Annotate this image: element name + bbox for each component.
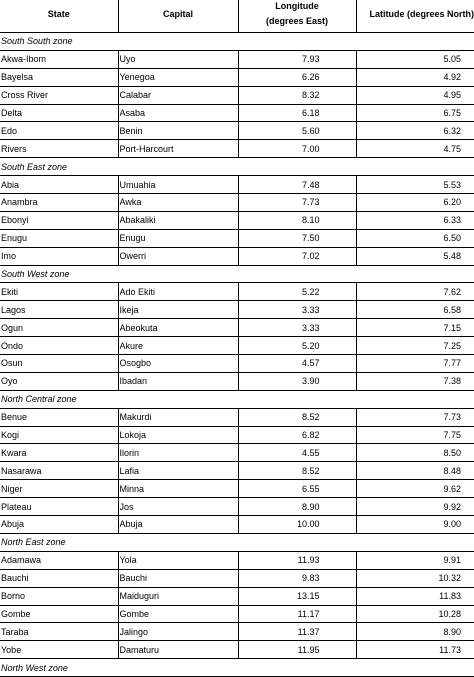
state-cell: Plateau: [0, 498, 118, 516]
longitude-cell: 3.33: [238, 301, 356, 319]
table-row: [0, 247, 474, 265]
header-row: [0, 0, 474, 33]
longitude-cell: 7.73: [238, 194, 356, 212]
state-cell: Ebonyi: [0, 211, 118, 229]
capital-cell: Uyo: [118, 50, 238, 68]
longitude-cell: 13.15: [238, 587, 356, 605]
table-row: [0, 372, 474, 390]
capital-cell: Yola: [118, 551, 238, 569]
table-row: [0, 211, 474, 229]
table-row: [0, 641, 474, 659]
zone-row: [0, 158, 474, 176]
state-cell: Anambra: [0, 194, 118, 212]
longitude-cell: 9.83: [238, 569, 356, 587]
table-row: [0, 408, 474, 426]
state-cell: Bayelsa: [0, 68, 118, 86]
table-body: [0, 33, 474, 677]
longitude-cell: 8.52: [238, 408, 356, 426]
state-cell: Cross River: [0, 86, 118, 104]
latitude-cell: 7.77: [356, 355, 474, 373]
longitude-cell: 11.93: [238, 551, 356, 569]
header-longitude-line2: (degrees East): [265, 16, 329, 26]
zone-row: [0, 390, 474, 408]
table-row: [0, 605, 474, 623]
capital-cell: Jos: [118, 498, 238, 516]
state-cell: Lagos: [0, 301, 118, 319]
longitude-cell: 11.95: [238, 641, 356, 659]
latitude-cell: 6.32: [356, 122, 474, 140]
header-state: State: [0, 0, 118, 33]
state-cell: Ondo: [0, 337, 118, 355]
header-longitude-line1: Longitude: [275, 1, 319, 11]
state-cell: Niger: [0, 480, 118, 498]
longitude-cell: 5.60: [238, 122, 356, 140]
capital-cell: Asaba: [118, 104, 238, 122]
table-row: [0, 426, 474, 444]
table-row: [0, 86, 474, 104]
table-row: [0, 337, 474, 355]
state-cell: Delta: [0, 104, 118, 122]
table-row: [0, 122, 474, 140]
longitude-cell: 8.52: [238, 462, 356, 480]
zone-row: [0, 33, 474, 51]
header-latitude: Latitude (degrees North): [356, 0, 474, 33]
state-cell: Ekiti: [0, 283, 118, 301]
latitude-cell: 7.62: [356, 283, 474, 301]
state-cell: Osun: [0, 355, 118, 373]
state-cell: Ogun: [0, 319, 118, 337]
state-cell: Abia: [0, 176, 118, 194]
table-row: [0, 176, 474, 194]
zone-label: North East zone: [0, 533, 474, 551]
longitude-cell: 8.90: [238, 498, 356, 516]
capital-cell: Abakaliki: [118, 211, 238, 229]
latitude-cell: 10.32: [356, 569, 474, 587]
zone-label: South East zone: [0, 158, 474, 176]
table-row: [0, 140, 474, 158]
header-capital: Capital: [118, 0, 238, 33]
table-row: [0, 68, 474, 86]
longitude-cell: 5.22: [238, 283, 356, 301]
table-row: [0, 283, 474, 301]
latitude-cell: 7.25: [356, 337, 474, 355]
state-cell: Imo: [0, 247, 118, 265]
zone-label: South West zone: [0, 265, 474, 283]
longitude-cell: 8.32: [238, 86, 356, 104]
state-cell: Bauchi: [0, 569, 118, 587]
table-row: [0, 301, 474, 319]
state-cell: Edo: [0, 122, 118, 140]
state-cell: Enugu: [0, 229, 118, 247]
capital-cell: Minna: [118, 480, 238, 498]
longitude-cell: 11.37: [238, 623, 356, 641]
latitude-cell: 8.90: [356, 623, 474, 641]
latitude-cell: 11.83: [356, 587, 474, 605]
capital-cell: Port-Harcourt: [118, 140, 238, 158]
zone-row: [0, 659, 474, 677]
table-row: [0, 194, 474, 212]
capital-cell: Jalingo: [118, 623, 238, 641]
latitude-cell: 4.92: [356, 68, 474, 86]
table-row: [0, 50, 474, 68]
capital-cell: Damaturu: [118, 641, 238, 659]
latitude-cell: 4.75: [356, 140, 474, 158]
latitude-cell: 9.62: [356, 480, 474, 498]
state-cell: Kogi: [0, 426, 118, 444]
table-row: [0, 104, 474, 122]
latitude-cell: 8.48: [356, 462, 474, 480]
longitude-cell: 6.26: [238, 68, 356, 86]
longitude-cell: 8.10: [238, 211, 356, 229]
longitude-cell: 3.33: [238, 319, 356, 337]
table-row: [0, 551, 474, 569]
latitude-cell: 6.75: [356, 104, 474, 122]
capital-cell: Awka: [118, 194, 238, 212]
latitude-cell: 4.95: [356, 86, 474, 104]
header-longitude: [238, 0, 356, 33]
table-row: [0, 480, 474, 498]
latitude-cell: 6.33: [356, 211, 474, 229]
latitude-cell: 6.50: [356, 229, 474, 247]
capital-cell: Ilorin: [118, 444, 238, 462]
capital-cell: Ikeja: [118, 301, 238, 319]
state-cell: Taraba: [0, 623, 118, 641]
capital-cell: Gombe: [118, 605, 238, 623]
latitude-cell: 9.92: [356, 498, 474, 516]
longitude-cell: 6.18: [238, 104, 356, 122]
capital-cell: Ado Ekiti: [118, 283, 238, 301]
capital-cell: Lokoja: [118, 426, 238, 444]
capital-cell: Osogbo: [118, 355, 238, 373]
longitude-cell: 5.20: [238, 337, 356, 355]
latitude-cell: 6.20: [356, 194, 474, 212]
table-row: [0, 587, 474, 605]
latitude-cell: 5.53: [356, 176, 474, 194]
capital-cell: Enugu: [118, 229, 238, 247]
state-cell: Rivers: [0, 140, 118, 158]
zone-row: [0, 533, 474, 551]
longitude-cell: 6.82: [238, 426, 356, 444]
zone-row: [0, 265, 474, 283]
table-row: [0, 319, 474, 337]
latitude-cell: 5.48: [356, 247, 474, 265]
capital-cell: Calabar: [118, 86, 238, 104]
longitude-cell: 6.55: [238, 480, 356, 498]
latitude-cell: 9.91: [356, 551, 474, 569]
latitude-cell: 10.28: [356, 605, 474, 623]
state-cell: Oyo: [0, 372, 118, 390]
zone-label: North Central zone: [0, 390, 474, 408]
capital-cell: Umuahia: [118, 176, 238, 194]
zone-label: North West zone: [0, 659, 474, 677]
table-row: [0, 569, 474, 587]
capital-cell: Owerri: [118, 247, 238, 265]
state-cell: Akwa-Ibom: [0, 50, 118, 68]
latitude-cell: 5.05: [356, 50, 474, 68]
latitude-cell: 7.75: [356, 426, 474, 444]
longitude-cell: 7.00: [238, 140, 356, 158]
latitude-cell: 11.73: [356, 641, 474, 659]
capital-cell: Lafia: [118, 462, 238, 480]
longitude-cell: 3.90: [238, 372, 356, 390]
longitude-cell: 7.50: [238, 229, 356, 247]
state-cell: Adamawa: [0, 551, 118, 569]
capital-cell: Maiduguri: [118, 587, 238, 605]
table-row: [0, 623, 474, 641]
capital-cell: Yenegoa: [118, 68, 238, 86]
latitude-cell: 7.15: [356, 319, 474, 337]
state-cell: Yobe: [0, 641, 118, 659]
longitude-cell: 10.00: [238, 516, 356, 534]
capital-cell: Bauchi: [118, 569, 238, 587]
table-row: [0, 498, 474, 516]
state-cell: Nasarawa: [0, 462, 118, 480]
longitude-cell: 7.02: [238, 247, 356, 265]
capital-cell: Abeokuta: [118, 319, 238, 337]
capital-cell: Ibadan: [118, 372, 238, 390]
latitude-cell: 6.58: [356, 301, 474, 319]
state-cell: Kwara: [0, 444, 118, 462]
latitude-cell: 8.50: [356, 444, 474, 462]
longitude-cell: 11.17: [238, 605, 356, 623]
longitude-cell: 7.93: [238, 50, 356, 68]
latitude-cell: 7.73: [356, 408, 474, 426]
longitude-cell: 4.55: [238, 444, 356, 462]
latitude-cell: 7.38: [356, 372, 474, 390]
table-row: [0, 444, 474, 462]
state-cell: Borno: [0, 587, 118, 605]
latitude-cell: 9.00: [356, 516, 474, 534]
state-cell: Abuja: [0, 516, 118, 534]
table-row: [0, 516, 474, 534]
longitude-cell: 4.57: [238, 355, 356, 373]
table-row: [0, 229, 474, 247]
state-cell: Gombe: [0, 605, 118, 623]
table-row: [0, 355, 474, 373]
capital-cell: Akure: [118, 337, 238, 355]
capital-cell: Abuja: [118, 516, 238, 534]
state-cell: Benue: [0, 408, 118, 426]
longitude-cell: 7.48: [238, 176, 356, 194]
capital-cell: Benin: [118, 122, 238, 140]
zone-label: South South zone: [0, 33, 474, 51]
capital-cell: Makurdi: [118, 408, 238, 426]
table-row: [0, 462, 474, 480]
